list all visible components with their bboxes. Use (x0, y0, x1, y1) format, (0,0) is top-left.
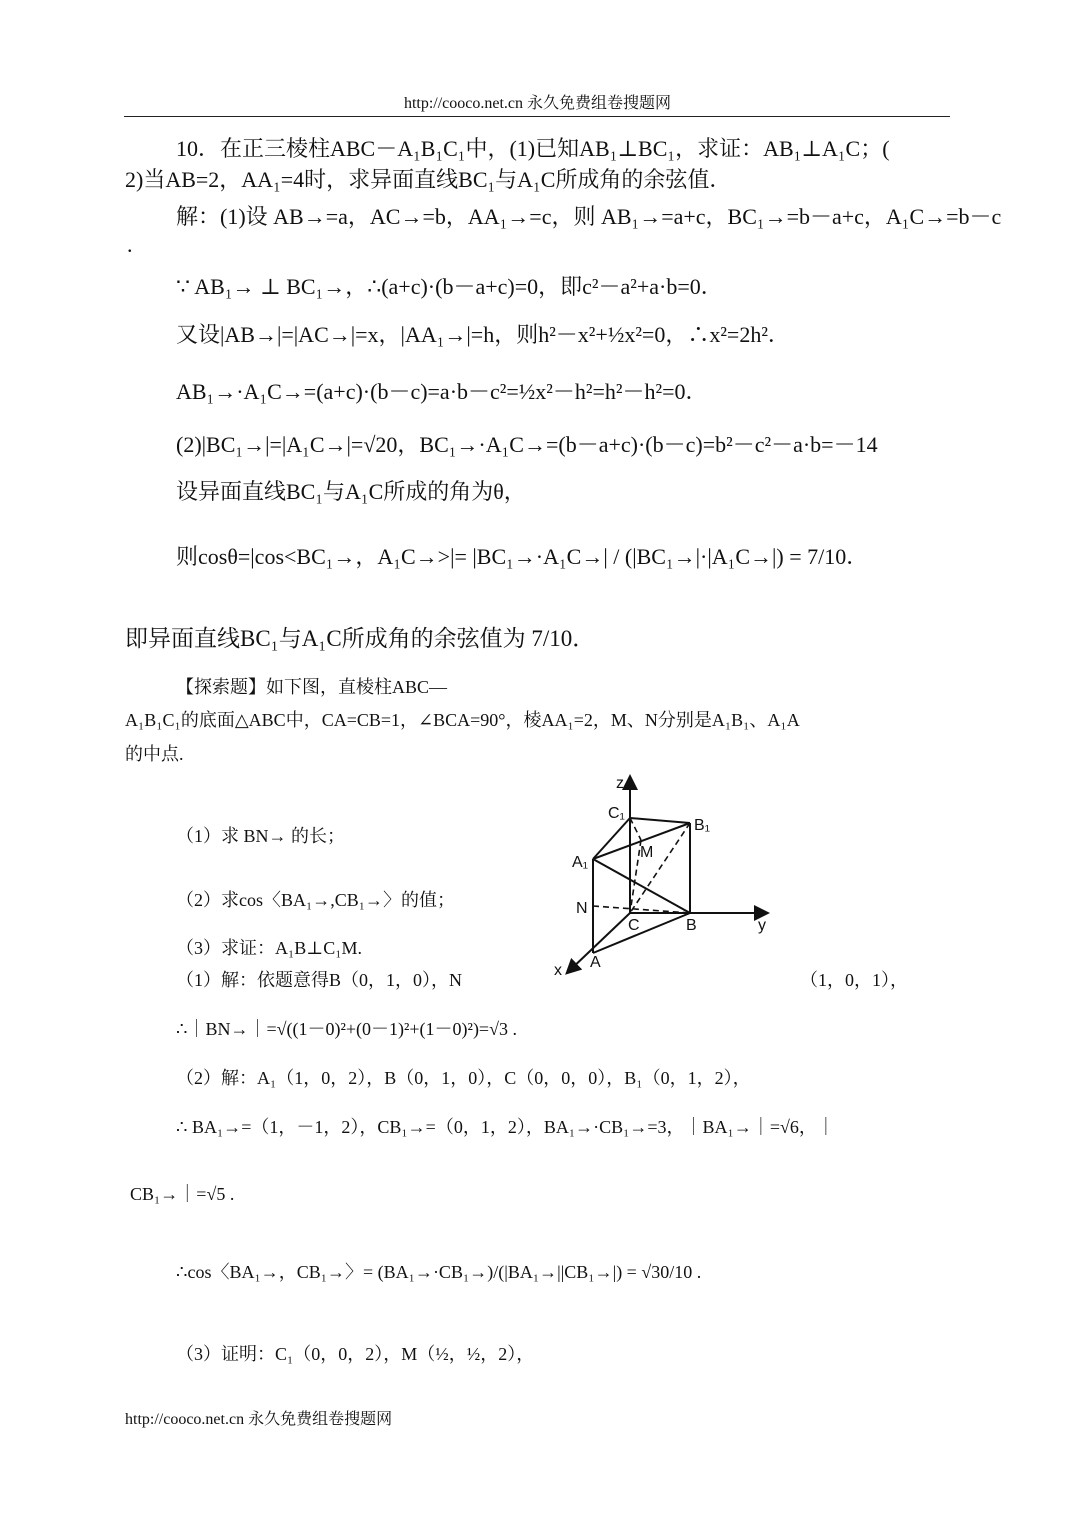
label-A1: A₁ (572, 854, 589, 871)
label-z: z (616, 775, 624, 792)
label-y: y (758, 917, 766, 934)
label-B1: B₁ (694, 817, 711, 834)
solution-line8: 即异面直线BC₁与A₁C所成角的余弦值为 7/10． (125, 626, 596, 651)
answer-2d: ∴cos〈BA₁→，CB₁→〉= (BA₁→·CB₁→)/(|BA₁→||CB₁→|) = √30/10 . (176, 1262, 702, 1282)
answer-1a: （1）解：依题意得B（0，1，0），N (176, 970, 463, 990)
answer-2b: ∴ BA₁→=（1，－1，2），CB₁→=（0，1，2），BA₁→·CB₁→=3，｜BA₁→｜=√6，｜ (176, 1117, 835, 1137)
problem10-line1: 10．在正三棱柱ABC－A₁B₁C₁中，(1)已知AB₁⊥BC₁，求证：AB₁⊥A₁C；( (176, 136, 890, 161)
solution-line5: (2)|BC₁→|=|A₁C→|=√20，BC₁→·A₁C→=(b－a+c)·(b－c)=b²－c²－a·b=－14 (176, 432, 878, 457)
label-M: M (640, 844, 654, 861)
label-N: N (576, 900, 588, 917)
label-A: A (590, 954, 601, 971)
solution-line7: 则cosθ=|cos<BC₁→，A₁C→>|= |BC₁→·A₁C→| / (|BC₁→|·|A₁C→|) = 7/10． (176, 544, 869, 569)
label-C1: C₁ (608, 805, 625, 822)
explore-line2: A₁B₁C₁的底面△ABC中，CA=CB=1，∠BCA=90°，棱AA₁=2，M、N分别是A₁B₁、A₁A (125, 710, 800, 730)
answer-2c: CB₁→｜=√5 . (130, 1184, 235, 1204)
solution-line6: 设异面直线BC₁与A₁C所成的角为θ， (176, 479, 526, 504)
label-x: x (554, 962, 562, 979)
label-B: B (686, 917, 697, 934)
label-C: C (628, 917, 640, 934)
problem10-line2: 2)当AB=2，AA₁=4时，求异面直线BC₁与A₁C所成角的余弦值． (125, 167, 732, 192)
solution-line2: ∵ AB₁→ ⊥ BC₁→，∴(a+c)·(b－a+c)=0，即c²－a²+a·b=0． (176, 274, 723, 299)
prism-diagram (548, 770, 788, 980)
solution-line1: 解：(1)设 AB→=a，AC→=b，AA₁→=c，则 AB₁→=a+c，BC₁→=b－a+c，A₁C→=b－c (176, 204, 1002, 229)
answer-2a: （2）解：A₁（1，0，2），B（0，1，0），C（0，0，0），B₁（0，1，2）， (176, 1068, 751, 1088)
page-header-url: http://cooco.net.cn 永久免费组卷搜题网 (403, 95, 672, 112)
question-3: （3）求证：A₁B⊥C₁M. (176, 938, 362, 958)
answer-1b: （1，0，1）， (800, 970, 908, 990)
solution-line4: AB₁→·A₁C→=(a+c)·(b－c)=a·b－c²=½x²－h²=h²－h²=0． (176, 379, 708, 404)
answer-1c: ∴｜BN→｜=√((1－0)²+(0－1)²+(1－0)²)=√3 . (176, 1019, 517, 1039)
explore-line1: 【探索题】如下图，直棱柱ABC— (176, 677, 448, 697)
page-footer-url: http://cooco.net.cn 永久免费组卷搜题网 (125, 1411, 393, 1428)
question-1: （1）求 BN→ 的长； (176, 826, 346, 846)
explore-line3: 的中点. (125, 744, 184, 764)
header-rule (124, 116, 950, 117)
solution-line3: 又设|AB→|=|AC→|=x，|AA₁→|=h，则h²－x²+½x²=0，∴x²=2h²． (176, 322, 790, 347)
solution-line1-dot: . (127, 232, 133, 257)
answer-3: （3）证明：C₁（0，0，2），M（½，½，2）， (176, 1344, 535, 1364)
question-2: （2）求cos〈BA₁→,CB₁→〉的值； (176, 890, 456, 910)
